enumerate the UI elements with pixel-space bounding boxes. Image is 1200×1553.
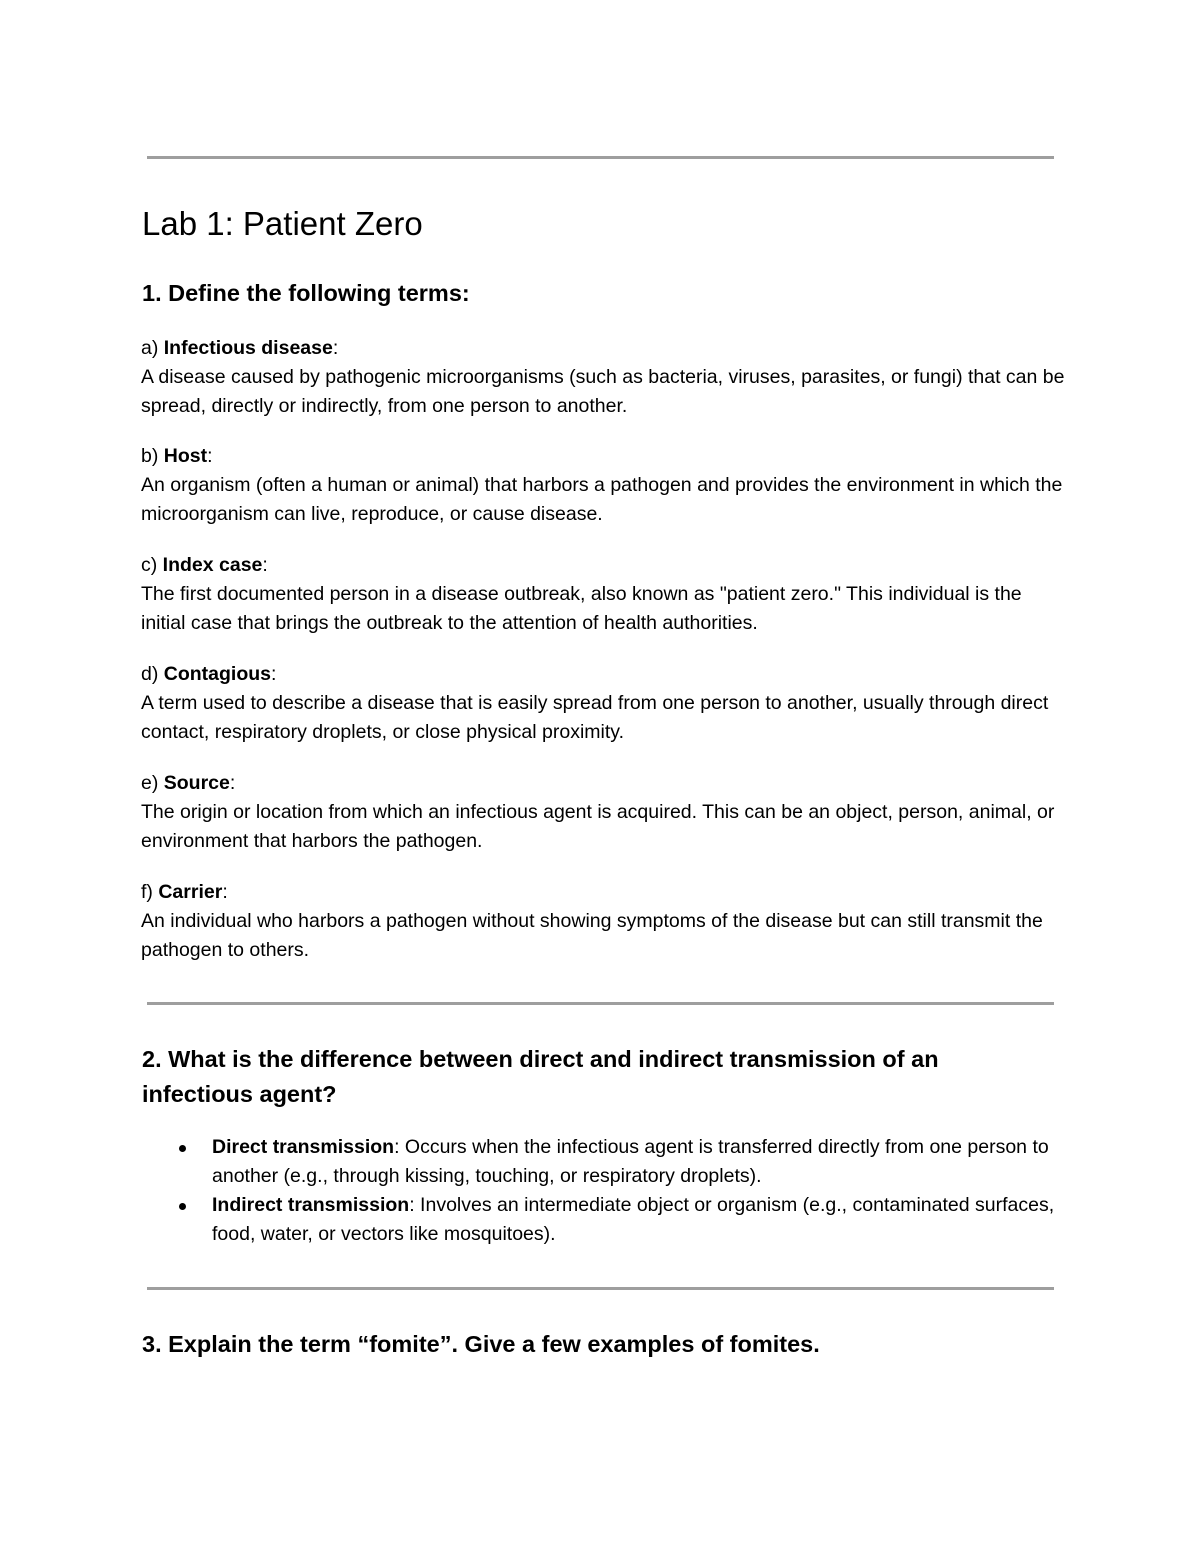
term-colon: :: [262, 554, 268, 576]
definition-source: [141, 769, 1071, 856]
term-colon: :: [207, 445, 213, 467]
term-name: Carrier: [158, 881, 223, 903]
term-letter: c): [141, 554, 158, 576]
term-line: [141, 551, 1071, 580]
term-line: [141, 442, 1071, 471]
term-definition: A disease caused by pathogenic microorganisms (such as bacteria, viruses, parasites, or fungi) that can be spread, directly or indirectly, from one person to another.: [141, 366, 1065, 417]
term-line: [141, 660, 1071, 689]
bullet-icon: [179, 1203, 186, 1210]
term-colon: :: [222, 881, 228, 903]
page-title: Lab 1: Patient Zero: [142, 205, 423, 242]
bullet-icon: [179, 1145, 186, 1152]
question-2-heading: 2. What is the difference between direct and indirect transmission of an infectious agent?: [142, 1046, 939, 1107]
term-line: [141, 334, 1071, 363]
definition-index-case: [141, 551, 1071, 638]
term-colon: :: [271, 663, 277, 685]
term-name: Contagious: [163, 663, 272, 685]
definition-carrier: [141, 878, 1071, 965]
term-definition: An individual who harbors a pathogen without showing symptoms of the disease but can still transmit the pathogen to others.: [141, 910, 1043, 961]
term-line: [141, 878, 1071, 907]
term-letter: e): [141, 772, 159, 794]
bullet-text: : Involves an intermediate object or organism (e.g., contaminated surfaces, food, water, or vectors like mosquitoes).: [212, 1194, 1055, 1245]
question-3-heading: 3. Explain the term “fomite”. Give a few examples of fomites.: [142, 1331, 820, 1357]
term-line: [141, 769, 1071, 798]
term-letter: f): [141, 881, 153, 903]
question-1-heading: 1. Define the following terms:: [142, 280, 470, 306]
term-name: Index case: [162, 554, 263, 576]
transmission-list: [0, 1133, 1200, 1249]
term-letter: d): [141, 663, 159, 685]
term-name: Source: [163, 772, 230, 794]
term-letter: b): [141, 445, 159, 467]
definition-host: [141, 442, 1071, 529]
term-definition: The origin or location from which an infectious agent is acquired. This can be an object, person, animal, or environment that harbors the pathogen.: [141, 801, 1055, 852]
bullet-term: Direct transmission: [212, 1136, 395, 1158]
term-colon: :: [229, 772, 236, 794]
definition-infectious-disease: [141, 334, 1071, 421]
term-definition: A term used to describe a disease that is easily spread from one person to another, usually through direct contact, respiratory droplets, or close physical proximity.: [141, 692, 1049, 743]
bullet-text: : Occurs when the infectious agent is transferred directly from one person to another (e.g., through kissing, touching, or respiratory droplets).: [212, 1136, 1049, 1187]
definition-contagious: [141, 660, 1071, 747]
term-name: Infectious disease: [163, 337, 333, 359]
horizontal-rule-middle: [147, 1002, 1054, 1005]
horizontal-rule-top: [147, 156, 1054, 159]
horizontal-rule-bottom: [147, 1287, 1054, 1290]
term-definition: The first documented person in a disease outbreak, also known as "patient zero." This individual is the initial case that brings the outbreak to the attention of health authorities.: [141, 583, 1022, 634]
list-item: [0, 1133, 1200, 1191]
bullet-term: Indirect transmission: [212, 1194, 410, 1216]
term-definition: An organism (often a human or animal) that harbors a pathogen and provides the environment in which the microorganism can live, reproduce, or cause disease.: [141, 474, 1063, 525]
list-item: [0, 1191, 1200, 1249]
term-name: Host: [163, 445, 208, 467]
term-letter: a): [141, 337, 159, 359]
term-colon: :: [332, 337, 339, 359]
